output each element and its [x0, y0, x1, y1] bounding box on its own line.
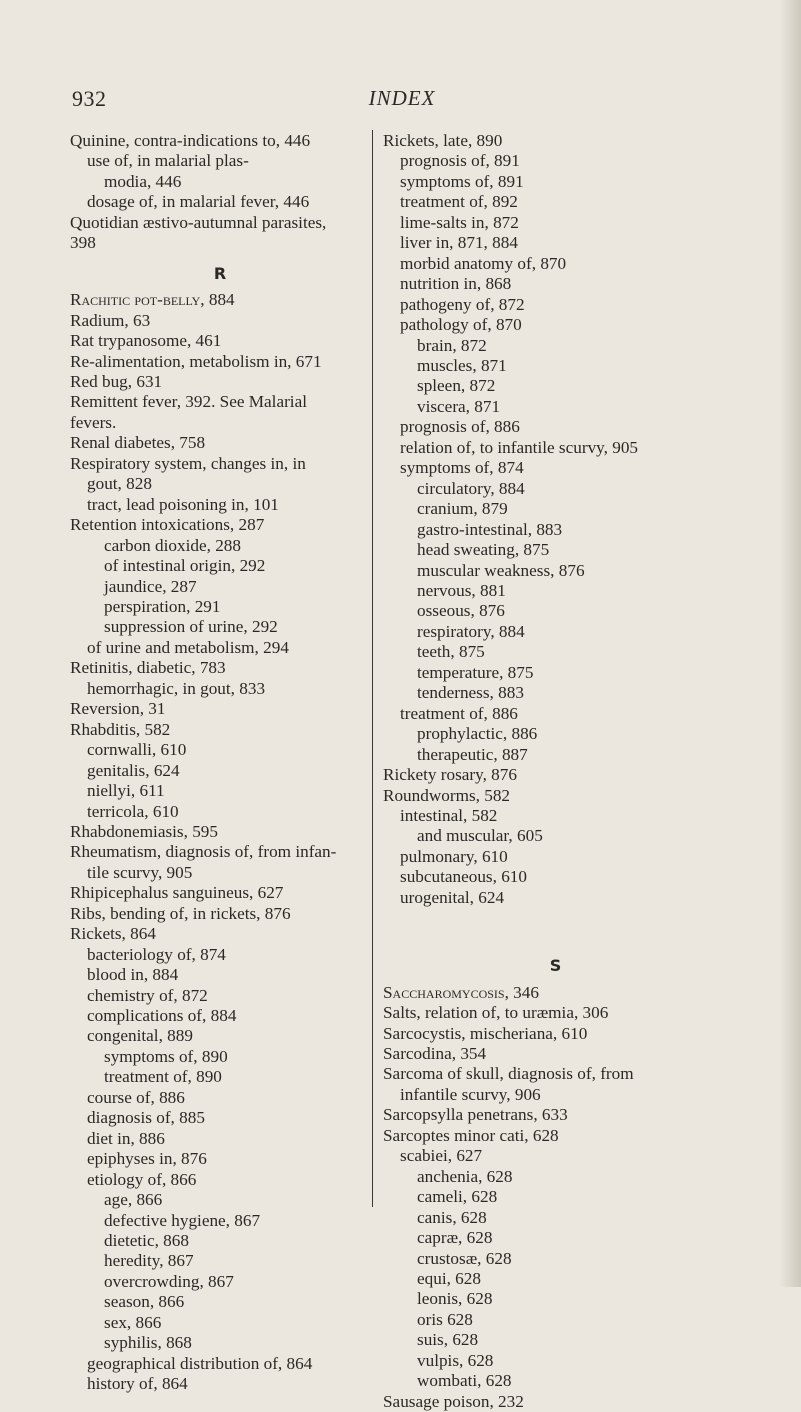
- index-entry: temperature, 875: [417, 662, 534, 682]
- index-entry: Saccharomycosis, 346: [383, 982, 539, 1002]
- index-entry: Roundworms, 582: [383, 785, 511, 805]
- index-entry: Sarcopsylla penetrans, 633: [383, 1105, 568, 1125]
- index-entry: Rheumatism, diagnosis of, from infan-: [70, 842, 337, 862]
- index-entry: Red bug, 631: [70, 371, 163, 391]
- page-number: 932: [72, 86, 107, 111]
- index-entry: dosage of, in malarial fever, 446: [87, 192, 310, 212]
- index-entry: geographical distribution of, 864: [87, 1353, 313, 1373]
- index-entry: overcrowding, 867: [104, 1271, 234, 1291]
- index-entry: vulpis, 628: [417, 1350, 494, 1370]
- index-entry: respiratory, 884: [417, 621, 525, 641]
- index-entry: of intestinal origin, 292: [104, 556, 266, 576]
- index-entry: symptoms of, 874: [400, 458, 524, 478]
- index-entry: perspiration, 291: [104, 596, 221, 616]
- index-entry: osseous, 876: [417, 601, 505, 621]
- index-entry: spleen, 872: [417, 376, 496, 396]
- index-entry: fevers.: [70, 412, 117, 432]
- index-entry: cornwalli, 610: [87, 740, 187, 760]
- section-letter: S: [549, 956, 562, 976]
- index-entry: Rhabdonemiasis, 595: [70, 821, 218, 841]
- index-entry: capræ, 628: [417, 1228, 493, 1248]
- index-entry: intestinal, 582: [400, 805, 498, 825]
- index-entry: crustosæ, 628: [417, 1248, 512, 1268]
- index-entry: Retention intoxications, 287: [70, 515, 265, 535]
- index-entry: terricola, 610: [87, 801, 179, 821]
- index-entry: Reversion, 31: [70, 699, 166, 719]
- index-entry: muscular weakness, 876: [417, 560, 585, 580]
- index-entry: pathology of, 870: [400, 315, 522, 335]
- index-entry: chemistry of, 872: [87, 985, 208, 1005]
- index-entry: Rhipicephalus sanguineus, 627: [70, 883, 284, 903]
- index-entry: and muscular, 605: [417, 826, 543, 846]
- index-entry: muscles, 871: [417, 355, 507, 375]
- index-entry: brain, 872: [417, 335, 487, 355]
- index-entry: Rickets, 864: [70, 924, 156, 944]
- index-entry: viscera, 871: [417, 396, 501, 416]
- index-entry: heredity, 867: [104, 1251, 194, 1271]
- index-entry: nervous, 881: [417, 580, 506, 600]
- index-entry: congenital, 889: [87, 1026, 193, 1046]
- index-entry: Sarcocystis, mischeriana, 610: [383, 1023, 588, 1043]
- section-letter: R: [213, 263, 227, 283]
- index-entry: sex, 866: [104, 1312, 162, 1332]
- index-entry: Quinine, contra-indications to, 446: [70, 131, 311, 150]
- index-entry: Remittent fever, 392. See Malarial: [70, 392, 307, 412]
- index-entry: suppression of urine, 292: [104, 617, 278, 637]
- index-entry: pathogeny of, 872: [400, 294, 525, 314]
- index-entry: Sarcoptes minor cati, 628: [383, 1125, 559, 1145]
- index-entry: Re-alimentation, metabolism in, 671: [70, 351, 322, 371]
- index-column-right: [383, 131, 728, 1412]
- index-entry: Sarcoma of skull, diagnosis of, from: [383, 1064, 634, 1084]
- index-entry: scabiei, 627: [400, 1146, 483, 1166]
- index-entry: morbid anatomy of, 870: [400, 253, 567, 273]
- index-entry: prognosis of, 891: [400, 151, 520, 171]
- index-entry: epiphyses in, 876: [87, 1149, 207, 1169]
- index-entry: symptoms of, 890: [104, 1046, 228, 1066]
- page-title: INDEX: [368, 86, 436, 110]
- index-entry: Quotidian æstivo-autumnal parasites,: [70, 212, 327, 232]
- index-entry: tract, lead poisoning in, 101: [87, 494, 279, 514]
- index-entry: syphilis, 868: [104, 1333, 192, 1353]
- index-entry: cameli, 628: [417, 1187, 498, 1207]
- index-entry: liver in, 871, 884: [400, 233, 518, 253]
- index-entry: teeth, 875: [417, 642, 485, 662]
- index-entry: head sweating, 875: [417, 540, 550, 560]
- index-entry: Sarcodina, 354: [383, 1044, 487, 1064]
- index-entry: prognosis of, 886: [400, 417, 520, 437]
- column-divider: [372, 130, 373, 1207]
- page-edge-shadow: [779, 0, 801, 1287]
- index-entry: Respiratory system, changes in, in: [70, 453, 306, 473]
- index-entry: urogenital, 624: [400, 887, 505, 907]
- index-entry: nutrition in, 868: [400, 274, 512, 294]
- index-entry: leonis, 628: [417, 1289, 493, 1309]
- index-entry: wombati, 628: [417, 1371, 512, 1391]
- index-entry: canis, 628: [417, 1207, 487, 1227]
- index-entry: Radium, 63: [70, 310, 151, 330]
- index-entry: infantile scurvy, 906: [400, 1084, 541, 1104]
- index-entry: Retinitis, diabetic, 783: [70, 658, 226, 678]
- index-entry: suis, 628: [417, 1330, 479, 1350]
- index-entry: defective hygiene, 867: [104, 1210, 261, 1230]
- index-entry: blood in, 884: [87, 965, 179, 985]
- index-entry: lime-salts in, 872: [400, 212, 519, 232]
- index-entry: bacteriology of, 874: [87, 944, 226, 964]
- index-entry: treatment of, 886: [400, 703, 518, 723]
- index-entry: cranium, 879: [417, 499, 508, 519]
- index-entry: subcutaneous, 610: [400, 867, 527, 887]
- index-entry: etiology of, 866: [87, 1169, 197, 1189]
- index-entry: dietetic, 868: [104, 1231, 189, 1251]
- index-entry: gastro-intestinal, 883: [417, 519, 563, 539]
- index-entry: relation of, to infantile scurvy, 905: [400, 437, 639, 457]
- index-entry: history of, 864: [87, 1374, 188, 1394]
- index-entry: hemorrhagic, in gout, 833: [87, 678, 266, 698]
- index-entry: Rhabditis, 582: [70, 719, 171, 739]
- index-entry: gout, 828: [87, 474, 152, 494]
- index-entry: Rickety rosary, 876: [383, 765, 517, 785]
- index-column-left: [70, 131, 370, 1395]
- index-entry: niellyi, 611: [87, 781, 165, 801]
- index-entry: tenderness, 883: [417, 683, 524, 703]
- index-entry: Rat trypanosome, 461: [70, 331, 222, 351]
- index-entry: anchenia, 628: [417, 1166, 513, 1186]
- index-entry: Ribs, bending of, in rickets, 876: [70, 903, 291, 923]
- index-entry: oris 628: [417, 1309, 473, 1329]
- index-entry: Renal diabetes, 758: [70, 433, 206, 453]
- index-entry: of urine and metabolism, 294: [87, 637, 289, 657]
- index-entry: jaundice, 287: [104, 576, 197, 596]
- index-entry: pulmonary, 610: [400, 846, 508, 866]
- index-entry: season, 866: [104, 1292, 185, 1312]
- page-header: [72, 86, 732, 114]
- index-entry: prophylactic, 886: [417, 724, 538, 744]
- index-entry: symptoms of, 891: [400, 171, 524, 191]
- index-entry: course of, 886: [87, 1087, 185, 1107]
- index-entry: diet in, 886: [87, 1128, 165, 1148]
- index-entry: complications of, 884: [87, 1006, 237, 1026]
- index-entry: Salts, relation of, to uræmia, 306: [383, 1003, 609, 1023]
- index-entry: age, 866: [104, 1190, 163, 1210]
- index-entry: circulatory, 884: [417, 478, 525, 498]
- index-entry: diagnosis of, 885: [87, 1108, 205, 1128]
- index-entry: Rickets, late, 890: [383, 131, 503, 150]
- index-entry: use of, in malarial plas-: [87, 151, 249, 171]
- index-entry: tile scurvy, 905: [87, 862, 193, 882]
- index-entry: treatment of, 890: [104, 1067, 222, 1087]
- index-entry: genitalis, 624: [87, 760, 180, 780]
- index-entry: therapeutic, 887: [417, 744, 528, 764]
- index-entry: Rachitic pot-belly, 884: [70, 290, 235, 310]
- index-entry: modia, 446: [104, 171, 182, 191]
- index-entry: carbon dioxide, 288: [104, 535, 241, 555]
- index-entry: Sausage poison, 232: [383, 1391, 524, 1411]
- index-entry: equi, 628: [417, 1269, 481, 1289]
- index-entry: treatment of, 892: [400, 192, 518, 212]
- section-gap: [383, 908, 728, 946]
- index-entry: 398: [70, 233, 96, 253]
